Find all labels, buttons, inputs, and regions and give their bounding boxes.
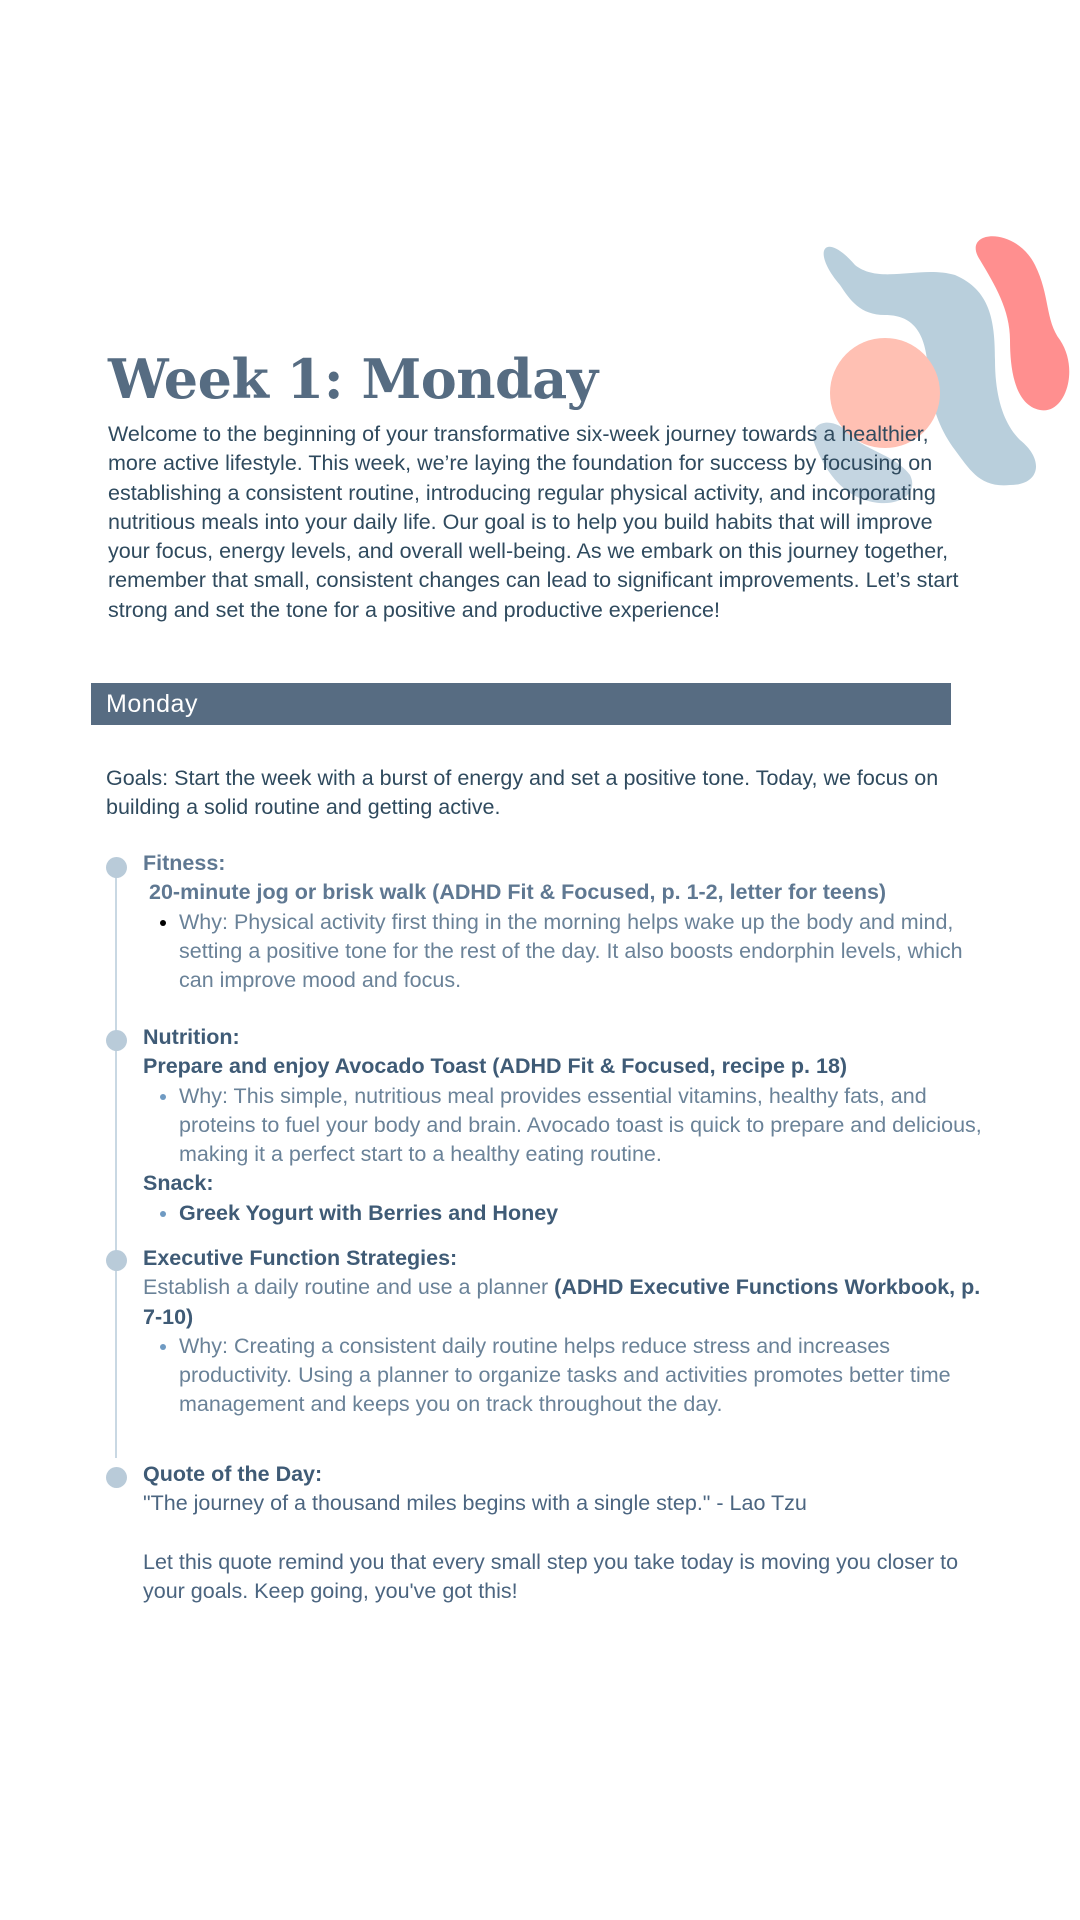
executive-section xyxy=(143,1244,1003,1420)
fitness-section xyxy=(143,849,1003,995)
goals-text: Goals: Start the week with a burst of energy and set a positive tone. Today, we focus on building a solid routine and getting active. xyxy=(106,766,939,820)
day-banner: Monday xyxy=(91,683,951,725)
snack-heading: Snack: xyxy=(143,1171,214,1196)
timeline-dot-nutrition xyxy=(106,1030,127,1051)
quote-spacer xyxy=(143,1519,1003,1548)
page-title: Week 1: Monday xyxy=(108,347,598,411)
quote-section xyxy=(143,1460,1003,1606)
nutrition-why: • Why: This simple, nutritious meal provides essential vitamins, healthy fats, and proteins to fuel your body and brain. Avocado toast is quick to prepare and delicious, making it a perfect start to a healthy eating routine. xyxy=(179,1082,1003,1170)
quote-heading: Quote of the Day: xyxy=(143,1462,323,1486)
fitness-why-list xyxy=(143,908,1003,996)
executive-strategy: Establish a daily routine and use a planner xyxy=(143,1275,555,1300)
nutrition-why-list xyxy=(143,1082,1003,1170)
intro-paragraph: Welcome to the beginning of your transformative six-week journey towards a healthier, more active lifestyle. This week, we’re laying the foundation for success by focusing on establishing a consistent routine, introducing regular physical activity, and incorporating nutritious meals into your daily life. Our goal is to help you build habits that will improve your focus, energy levels, and overall well-being. As we embark on this journey together, remember that small, consistent changes can lead to significant improvements. Let’s start strong and set the tone for a positive and productive experience! xyxy=(108,422,959,622)
snack-item: • Greek Yogurt with Berries and Honey xyxy=(179,1199,1003,1228)
timeline-dot-fitness xyxy=(106,857,127,878)
executive-text xyxy=(143,1273,1003,1332)
executive-why-list xyxy=(143,1332,1003,1420)
nutrition-meal: Prepare and enjoy Avocado Toast (ADHD Fit & Focused, recipe p. 18) xyxy=(143,1054,848,1079)
timeline-dot-executive xyxy=(106,1250,127,1271)
timeline-dot-quote xyxy=(106,1467,127,1488)
fitness-heading: Fitness: xyxy=(143,851,226,875)
quote-text: "The journey of a thousand miles begins with a single step." - Lao Tzu xyxy=(143,1491,807,1516)
executive-heading: Executive Function Strategies: xyxy=(143,1246,458,1270)
executive-reference: (ADHD Executive Functions Workbook, p. 7-10) xyxy=(143,1275,981,1329)
fitness-why: • Why: Physical activity first thing in the morning helps wake up the body and mind, setting a positive tone for the rest of the day. It also boosts endorphin levels, which can improve mood and focus. xyxy=(179,908,1003,996)
quote-reminder: Let this quote remind you that every small step you take today is moving you closer to your goals. Keep going, you've got this! xyxy=(143,1549,959,1604)
timeline-line xyxy=(115,858,117,1458)
snack-list xyxy=(143,1199,1003,1228)
nutrition-heading: Nutrition: xyxy=(143,1025,240,1049)
executive-why: • Why: Creating a consistent daily routine helps reduce stress and increases productivity. Using a planner to organize tasks and activities promotes better time management and keeps you on track throughout the day. xyxy=(179,1332,1003,1420)
nutrition-section xyxy=(143,1023,1003,1228)
fitness-activity: 20-minute jog or brisk walk (ADHD Fit & Focused, p. 1-2, letter for teens) xyxy=(149,880,887,905)
